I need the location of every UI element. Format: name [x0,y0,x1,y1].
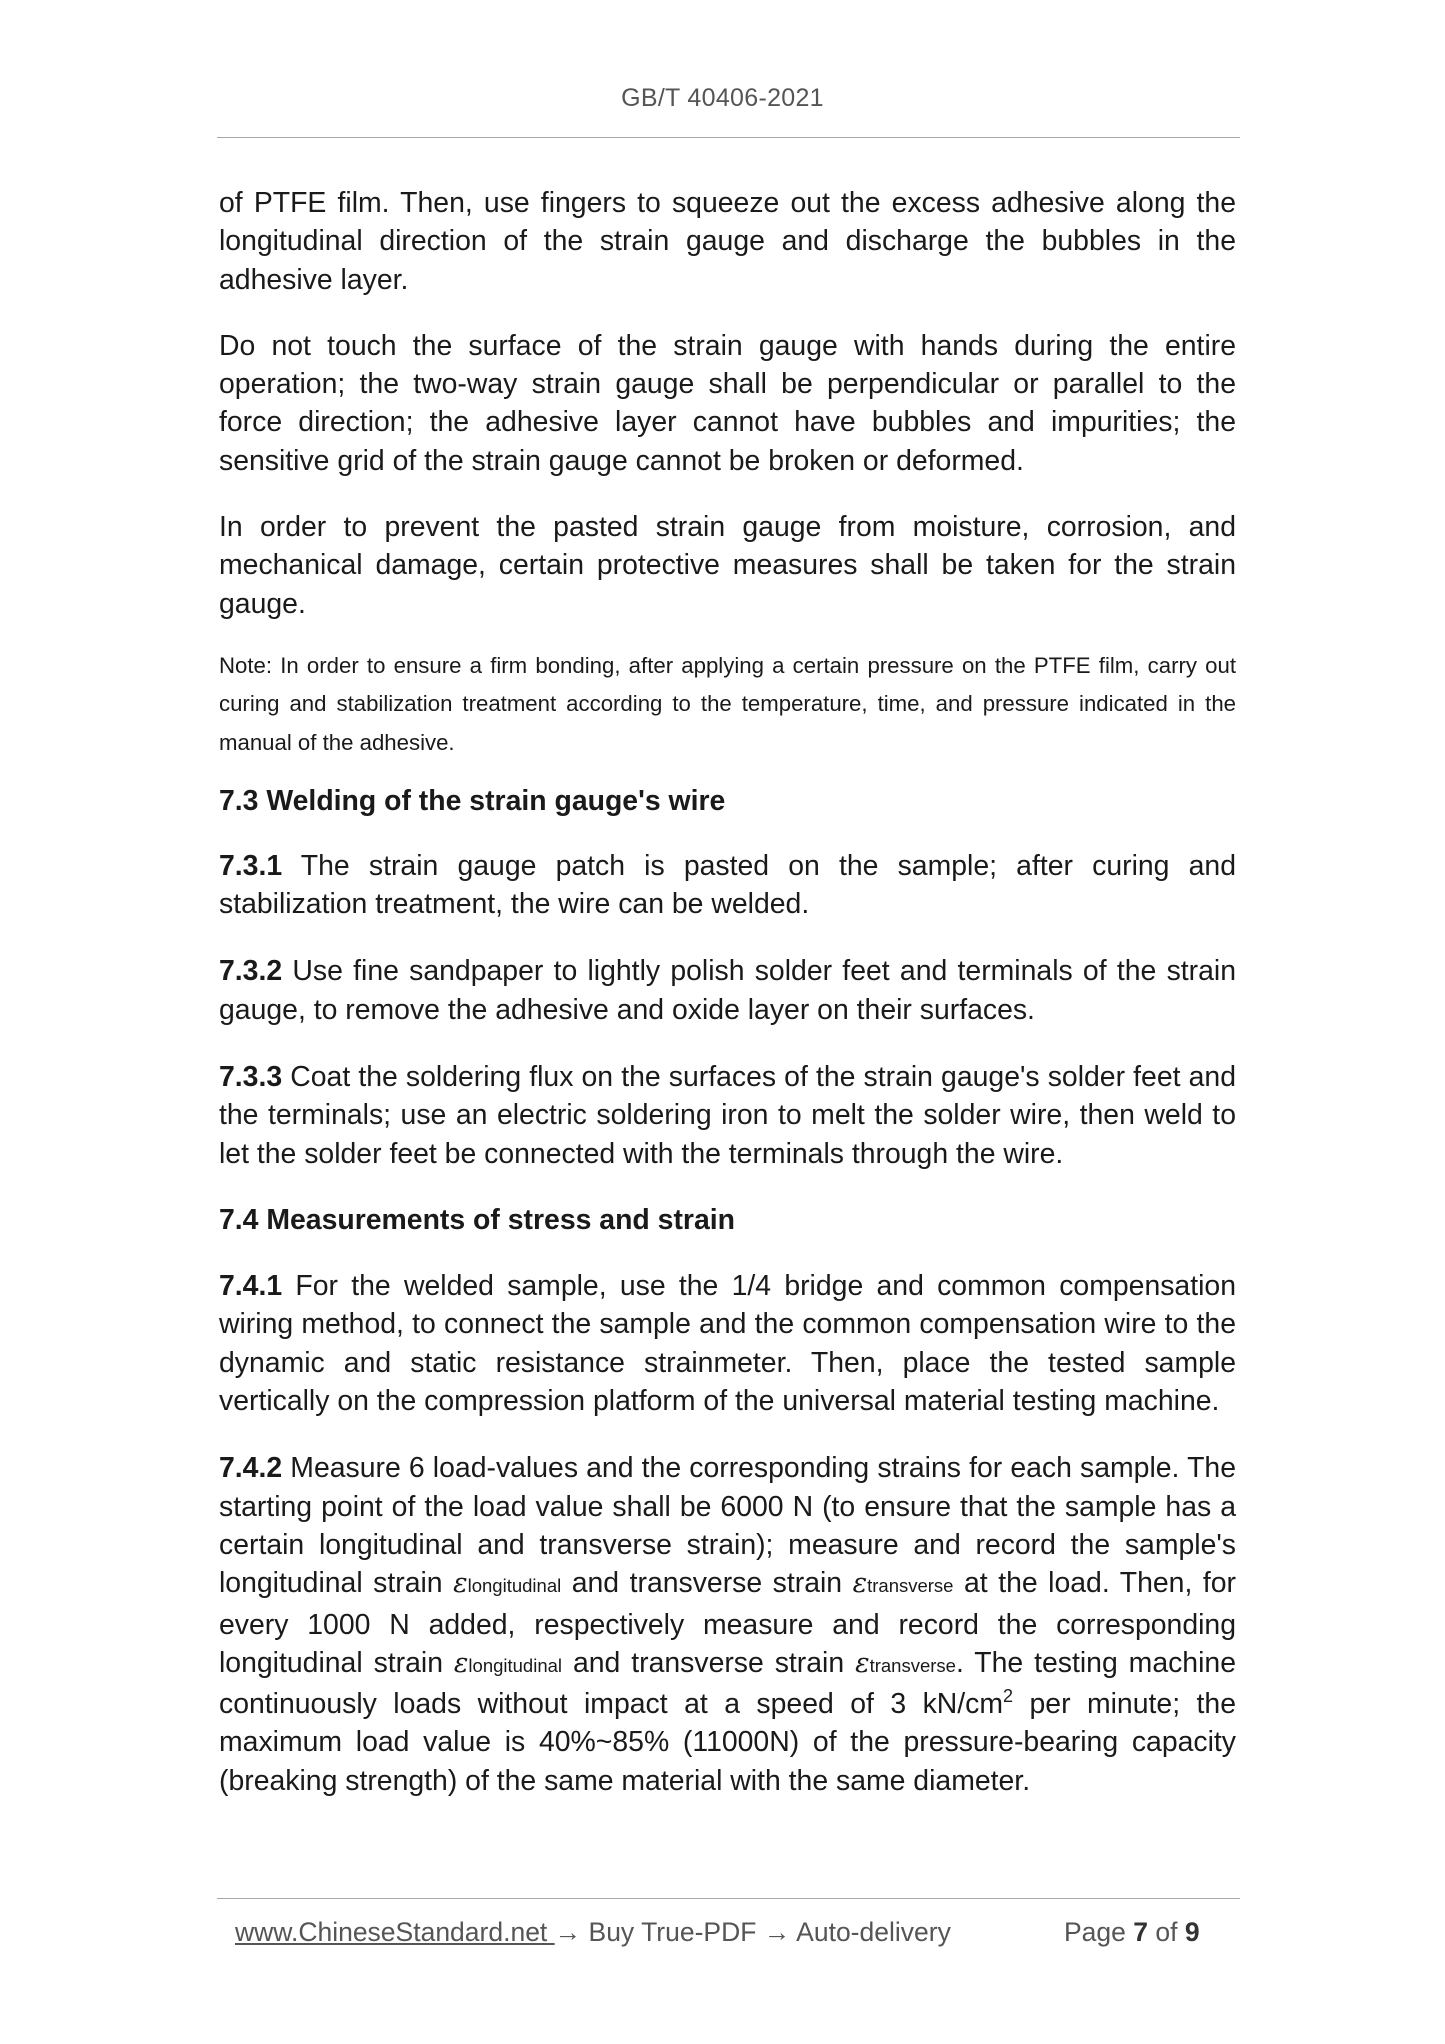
website-link[interactable]: www.ChineseStandard.net [235,1917,555,1947]
subscript-longitudinal: longitudinal [468,1654,563,1676]
footer-divider [217,1898,1240,1899]
clause-number: 7.3.3 [219,1060,283,1093]
note-curing: Note: In order to ensure a firm bonding, after applying a certain pressure on the PTFE film, carry out curing and stabilization treatment according to the temperature, time, and pressure indicated in the manual of the adhesive. [219,652,1236,755]
arrow-icon: → [554,1917,582,1947]
clause-number: 7.3.1 [219,849,283,882]
epsilon-symbol: ε [453,1647,469,1679]
clause-7-3-2 [219,952,1236,1029]
superscript-squared: 2 [1003,1686,1014,1707]
clause-7-3-3 [219,1058,1236,1173]
clause-number: 7.4.2 [219,1452,283,1485]
page-content [219,184,1236,1800]
page-label: Page [1064,1917,1134,1947]
subscript-transverse: transverse [869,1654,956,1676]
current-page-number: 7 [1133,1917,1149,1947]
document-id-header: GB/T 40406-2021 [621,84,824,112]
header-divider [217,137,1240,138]
footer-promo [235,1917,951,1957]
clause-text: Measure 6 load-values and the corresponding strains for each sample. The starting point of the load value shall be 6000 N (to ensure that the sample has a certain longitudinal and transverse strain); measure and record the sample's longitudinal strain [219,1452,1236,1600]
total-page-number: 9 [1184,1917,1200,1947]
clause-text: Use fine sandpaper to lightly polish solder feet and terminals of the strain gauge, to remove the adhesive and oxide layer on their surfaces. [219,955,1236,1026]
subscript-transverse: transverse [867,1575,954,1597]
clause-7-4-1 [219,1267,1236,1420]
paragraph-handling-precautions: Do not touch the surface of the strain gauge with hands during the entire operation; the two-way strain gauge shall be perpendicular or parallel to the force direction; the adhesive layer cannot have bubbles and impurities; the sensitive grid of the strain gauge cannot be broken or deformed. [219,329,1236,477]
page-indicator [1064,1917,1200,1957]
clause-text: and transverse strain [561,1567,853,1600]
footer-delivery-text: Auto-delivery [790,1917,951,1947]
clause-number: 7.3.2 [219,955,283,988]
arrow-icon: → [763,1917,791,1947]
page-of-label: of [1148,1917,1185,1947]
paragraph-ptfe-film: of PTFE film. Then, use fingers to squeeze out the excess adhesive along the longitudinal direction of the strain gauge and discharge the bubbles in the adhesive layer. [219,187,1236,296]
section-heading-7-3: 7.3 Welding of the strain gauge's wire [219,785,726,818]
clause-text: and transverse strain [562,1646,856,1679]
clause-text: Coat the soldering flux on the surfaces of the strain gauge's solder feet and the terminals; use an electric soldering iron to melt the solder wire, then weld to let the solder feet be connected with the terminals through the wire. [219,1060,1236,1170]
clause-text: per minute; the maximum load value is 40%~85% (11000N) of the pressure-bearing capacity (breaking strength) of the same material with the same diameter. [219,1688,1236,1797]
section-heading-7-4: 7.4 Measurements of stress and strain [219,1203,735,1236]
clause-7-3-1 [219,847,1236,924]
clause-7-4-2 [219,1449,1236,1800]
epsilon-symbol: ε [855,1647,870,1679]
clause-number: 7.4.1 [219,1270,283,1303]
epsilon-symbol: ε [852,1568,868,1600]
epsilon-symbol: ε [453,1568,468,1600]
footer-buy-text: Buy True-PDF [581,1917,764,1947]
clause-text: The strain gauge patch is pasted on the sample; after curing and stabilization treatment, the wire can be welded. [219,849,1236,921]
subscript-longitudinal: longitudinal [467,1575,562,1597]
paragraph-protective-measures: In order to prevent the pasted strain gauge from moisture, corrosion, and mechanical damage, certain protective measures shall be taken for the strain gauge. [219,511,1236,620]
clause-text: For the welded sample, use the 1/4 bridge and common compensation wiring method, to connect the sample and the common compensation wire to the dynamic and static resistance strainmeter. Then, place the tested sample vertically on the compression platform of the universal material testing machine. [219,1270,1236,1418]
clause-text: . The testing machine continuously loads without impact at a speed of 3 kN/cm [219,1646,1236,1721]
clause-text: at the load. Then, for every 1000 N added, respectively measure and record the corresponding longitudinal strain [219,1567,1236,1679]
